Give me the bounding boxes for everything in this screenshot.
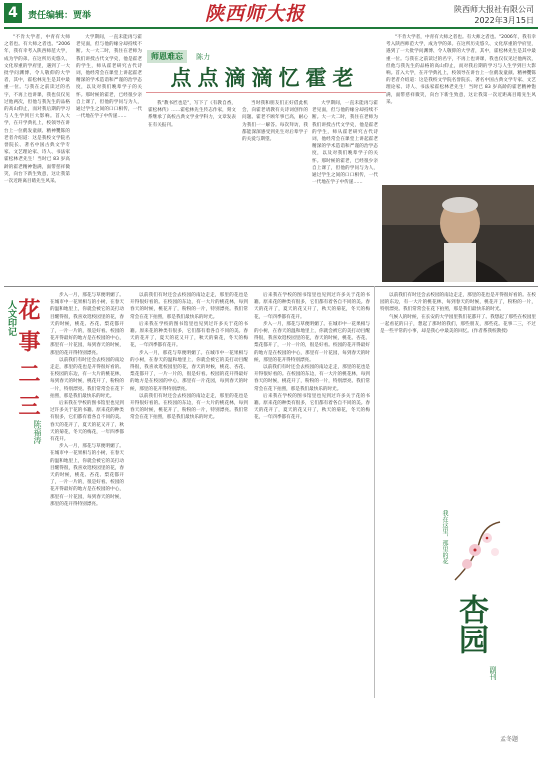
column-tag: 师恩难忘: [147, 50, 187, 63]
page-number: 4: [4, 3, 22, 23]
article-text: 气候人的时候，在长安的大学园里我们花都开了。我想起了那些在校园里一起看花的日子，想起了那时的我们，那些朋友，那些花。花事二三，不过是一些平常的小事，却是我心中最美的回忆。(作者系我校教授): [380, 314, 536, 335]
article-headline: 点点滴滴忆霍老: [170, 65, 360, 90]
article-text: 步入一月，那花与草便明媚了。在城市中一花果相与的小树，在春天的温和地里上，你就会被它的美打动目醒得很，我喜欢逛校园里的花，春天的时候，桃花、杏花、梨花都开了，一片一片的，很是好看。校园的花开得最好的地方是在校园的中心，那里有一片花园，每到春天的时候，那里的花开得特别漂亮。: [130, 350, 248, 392]
top-article-column-4: [242, 100, 308, 284]
supplement-label: 副刊: [489, 666, 497, 680]
article-text: 我"教书匠也是"，写下了《有教自香，霍松林传》……霍松林先生传志作家，刻文系继承了高校古典文学业学科力，文章发表在有关报刊。: [148, 101, 236, 128]
top-article-column-3: [148, 100, 236, 284]
top-article-column-6: [386, 34, 536, 182]
top-article-column-5: [312, 100, 378, 284]
article-text: 以前我们有时还会去校园的南边走走，那里的花也是开得很好看的。在校园的东边，有一大片的桃花林，每到春天的时候，桃花开了，粉粉的一片，特别漂亮。我们常常会在花下拍照，那是我们最快乐的时光。: [380, 293, 536, 313]
article-text: 大学期间，一直未能再与霍老见面，但与他的缘分却持续不断。大一大二时，我住在老师为我们讲授古代文学史，他是霍老的学生，师从霍老研究古代诗词，他经常会在课堂上讲起霍老精深的学术造诣和严谨的治学态度，以及对我们晚辈学子的关怀。那时候的霍老，已经很少亲自上课了，但他的学问与为人，通过学生之间的口口相传，一代一代地在学子中传递……: [76, 35, 142, 120]
bottom-article-title: 花事二三: [15, 298, 41, 426]
article-text: 后来我在学校的图书馆里也见到过许多关于花的书籍。原来花的种类有很多，它们都有着各自不同的美。春天的花开了，夏天的花又开了，秋天的菊花，冬天的梅花，一年四季都有花开。: [254, 293, 370, 320]
article-text: 步入一月，那花与草便明媚了。在城市中一花果相与的小树，在春天的温和地里上，你就会被它的美打动目醒得很，我喜欢逛校园里的花，春天的时候，桃花、杏花、梨花都开了，一片一片的，很是好看。校园的花开得最好的地方是在校园的中心，那里有一片花园，每到春天的时候，那里的花开得特别漂亮。: [254, 321, 370, 363]
portrait-photo: [382, 185, 534, 282]
article-text: 当时我和朋友们正好借此机会，向霍老请教有关诗词创作的问题。霍老不顾年事已高，耐心为我们一一解答。每次拜访，我都能深深感受到先生对后辈学子的关爱与期望。: [242, 101, 308, 143]
article-text: 以前我们有时还会去校园的南边走走，那里的花也是开得很好看的。在校园的东边，有一大片的桃花林，每到春天的时候，桃花开了，粉粉的一片，特别漂亮。我们常常会在花下拍照，那是我们最快乐的时光。: [254, 365, 370, 392]
column-tag-block: [147, 44, 219, 61]
article-text: 后来我在学校的图书馆里也见到过许多关于花的书籍。原来花的种类有很多，它们都有着各自不同的美。春天的花开了，夏天的花又开了，秋天的菊花，冬天的梅花，一年四季都有花开。: [50, 401, 124, 443]
article-text: "不肯大学者，中青有大师之者也。有大师之者也。"2006年，我有幸考入陕西师范大学，成为学的弟。在这所历史悠久、文化厚重的学府里，遇到了一大批学问渊博、令人敬仰的大学者，其中，霍松林先生是其中最重一位。与我在之前读过的名字，不再上也讲课，我也仅仅见过他两次，但他与我先生的品格的高山仰止，而对我后期的学习与人生学到巨大影响。首入大学，在开学典礼上，校领导在讲台上一位鹤发童颜、精神矍铄的老者介绍道：这是我校文学院名誉院长、著名中国古典文学专家、文艺理论家、诗人、书法家霍松林老先生！当时已 83 岁高龄的霍老精神饱满，面带慈祥微笑，向台下新生致意，这让我第一次近距离目睹先生风采。: [386, 35, 536, 105]
page-header: [0, 0, 542, 26]
supplement-name: 杏园: [453, 594, 488, 654]
article-text: 以前我们有时还会去校园的南边走走，那里的花也是开得很好看的。在校园的东边，有一大片的桃花林，每到春天的时候，桃花开了，粉粉的一片，特别漂亮。我们常常会在花下拍照，那是我们最快乐的时光。: [130, 393, 248, 421]
top-article-column-2: [76, 34, 142, 284]
article-text: 步入一月，那花与草便明媚了。在城市中一花果相与的小树，在春天的温和地里上，你就会被它的美打动目醒得很，我喜欢逛校园里的花，春天的时候，桃花、杏花、梨花都开了，一片一片的，很是好看。校园的花开得最好的地方是在校园的中心，那里有一片花园，每到春天的时候，那里的花开得特别漂亮。: [50, 293, 124, 356]
bottom-article-author: 陈福涛: [33, 420, 42, 444]
masthead: 陕西师大报: [205, 3, 306, 25]
column-divider: [374, 286, 375, 698]
bottom-article-column-1: [50, 292, 124, 762]
article-text: 步入一月，那花与草便明媚了。在城市中一花果相与的小树，在春天的温和地里上，你就会被它的美打动目醒得很，我喜欢逛校园里的花，春天的时候，桃花、杏花、梨花都开了，一片一片的，很是好看。校园的花开得最好的地方是在校园的中心，那里有一片花园，每到春天的时候，那里的花开得特别漂亮。: [50, 444, 124, 507]
apricot-blossom-icon: [445, 520, 515, 590]
section-divider: [4, 286, 538, 287]
article-text: 大学期间，一直未能再与霍老见面，但与他的缘分却持续不断。大一大二时，我住在老师为我们讲授古代文学史，他是霍老的学生，师从霍老研究古代诗词，他经常会在课堂上讲起霍老精深的学术造诣和严谨的治学态度，以及对我们晚辈学子的关怀。那时候的霍老，已经很少亲自上课了，但他的学问与为人，通过学生之间的口口相传，一代一代地在学子中传递……: [312, 101, 378, 186]
article-text: 以前我们有时还会去校园的南边走走，那里的花也是开得很好看的。在校园的东边，有一大片的桃花林，每到春天的时候，桃花开了，粉粉的一片，特别漂亮。我们常常会在花下拍照，那是我们最快乐的时光。: [50, 357, 124, 399]
article-text: 后来我在学校的图书馆里也见到过许多关于花的书籍。原来花的种类有很多，它们都有着各自不同的美。春天的花开了，夏天的花又开了，秋天的菊花，冬天的梅花，一年四季都有花开。: [130, 321, 248, 349]
header-rule: [4, 27, 538, 29]
article-text: "不肯大学者，中青有大师之者也。有大师之者也。"2006年，我有幸考入陕西师范大学，成为学的弟。在这所历史悠久、文化厚重的学府里，遇到了一大批学问渊博、令人敬仰的大学者，其中，霍松林先生是其中最重一位。与我在之前读过的名字，不再上也讲课，我也仅仅见过他两次，但他与我先生的品格的高山仰止，而对我后期的学习与人生学到巨大影响。首入大学，在开学典礼上，校领导在讲台上一位鹤发童颜、精神矍铄的老者介绍道：这是我校文学院名誉院长、著名中国古典文学专家、文艺理论家、诗人、书法家霍松林老先生！当时已 83 岁高龄的霍老精神饱满，面带慈祥微笑，向台下新生致意，这让我第一次近距离目睹先生风采。: [4, 35, 70, 185]
publisher-name: 陕西师大报社有限公司: [454, 5, 534, 14]
top-article-column-1: [4, 34, 70, 284]
bottom-column-tag: 人文印记: [6, 300, 16, 336]
bottom-article-column-2: [130, 292, 248, 762]
logo-caption: 我在这里，那里的花: [441, 510, 448, 564]
article-author: 陈力: [196, 53, 211, 61]
article-text: 后来我在学校的图书馆里也见到过许多关于花的书籍。原来花的种类有很多，它们都有着各自不同的美。春天的花开了，夏天的花又开了，秋天的菊花，冬天的梅花，一年四季都有花开。: [254, 393, 370, 421]
editor-credit: 责任编辑：贾举: [28, 11, 92, 21]
issue-date: 2022年3月15日: [474, 16, 534, 25]
calligraphy-signature: 孟冬题: [500, 736, 519, 743]
bottom-article-column-4: [380, 292, 536, 504]
headline-rule: [146, 92, 386, 93]
article-text: 以前我们有时还会去校园的南边走走，那里的花也是开得很好看的。在校园的东边，有一大片的桃花林，每到春天的时候，桃花开了，粉粉的一片，特别漂亮。我们常常会在花下拍照，那是我们最快乐的时光。: [130, 293, 248, 320]
bottom-article-column-3: [254, 292, 370, 762]
publisher-info: [454, 4, 534, 26]
